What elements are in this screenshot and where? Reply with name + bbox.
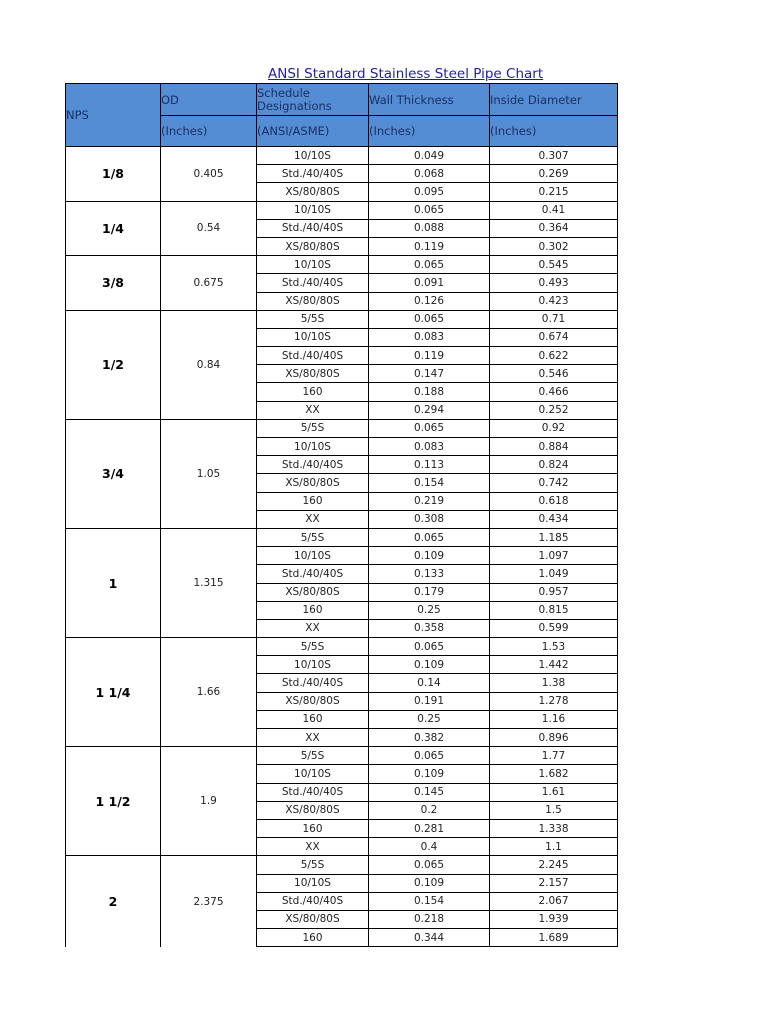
inside-diameter-cell: 0.815 (490, 601, 618, 619)
nps-cell: 1/4 (66, 201, 161, 256)
schedule-cell: 10/10S (257, 256, 369, 274)
wall-thickness-cell: 0.147 (369, 365, 490, 383)
schedule-cell: 5/5S (257, 310, 369, 328)
table-row (66, 310, 618, 328)
od-cell: 1.9 (161, 747, 257, 856)
inside-diameter-cell: 0.622 (490, 347, 618, 365)
inside-diameter-cell: 2.245 (490, 856, 618, 874)
table-row (66, 419, 618, 437)
nps-cell: 1/8 (66, 147, 161, 202)
schedule-cell: 5/5S (257, 638, 369, 656)
header-nps: NPS (66, 84, 161, 147)
nps-cell: 3/4 (66, 419, 161, 528)
schedule-cell: 10/10S (257, 656, 369, 674)
wall-thickness-cell: 0.308 (369, 510, 490, 528)
inside-diameter-cell: 0.71 (490, 310, 618, 328)
table-row (66, 747, 618, 765)
inside-diameter-cell: 0.742 (490, 474, 618, 492)
schedule-cell: Std./40/40S (257, 165, 369, 183)
table-row (66, 147, 618, 165)
wall-thickness-cell: 0.109 (369, 656, 490, 674)
inside-diameter-cell: 0.364 (490, 219, 618, 237)
inside-diameter-cell: 1.5 (490, 801, 618, 819)
inside-diameter-cell: 0.92 (490, 419, 618, 437)
wall-thickness-cell: 0.065 (369, 638, 490, 656)
wall-thickness-cell: 0.091 (369, 274, 490, 292)
schedule-cell: 160 (257, 819, 369, 837)
wall-thickness-cell: 0.294 (369, 401, 490, 419)
schedule-cell: 160 (257, 601, 369, 619)
inside-diameter-cell: 2.067 (490, 892, 618, 910)
header-inside-diameter: Inside Diameter (490, 84, 618, 116)
od-cell: 1.66 (161, 638, 257, 747)
wall-thickness-cell: 0.065 (369, 747, 490, 765)
schedule-cell: 5/5S (257, 856, 369, 874)
schedule-cell: 160 (257, 929, 369, 947)
od-cell: 1.315 (161, 528, 257, 637)
inside-diameter-cell: 2.157 (490, 874, 618, 892)
nps-cell: 1 (66, 528, 161, 637)
inside-diameter-cell: 0.466 (490, 383, 618, 401)
wall-thickness-cell: 0.25 (369, 710, 490, 728)
inside-diameter-cell: 0.546 (490, 365, 618, 383)
wall-thickness-cell: 0.14 (369, 674, 490, 692)
wall-thickness-cell: 0.145 (369, 783, 490, 801)
wall-thickness-cell: 0.358 (369, 619, 490, 637)
wall-thickness-cell: 0.113 (369, 456, 490, 474)
header-inside-unit: (Inches) (490, 116, 618, 147)
wall-thickness-cell: 0.154 (369, 474, 490, 492)
schedule-cell: 10/10S (257, 438, 369, 456)
od-cell: 1.05 (161, 419, 257, 528)
wall-thickness-cell: 0.065 (369, 856, 490, 874)
inside-diameter-cell: 1.097 (490, 547, 618, 565)
wall-thickness-cell: 0.065 (369, 419, 490, 437)
wall-thickness-cell: 0.382 (369, 729, 490, 747)
inside-diameter-cell: 0.434 (490, 510, 618, 528)
inside-diameter-cell: 0.884 (490, 438, 618, 456)
wall-thickness-cell: 0.109 (369, 547, 490, 565)
wall-thickness-cell: 0.095 (369, 183, 490, 201)
inside-diameter-cell: 0.618 (490, 492, 618, 510)
nps-cell: 2 (66, 856, 161, 947)
inside-diameter-cell: 1.1 (490, 838, 618, 856)
nps-cell: 1/2 (66, 310, 161, 419)
inside-diameter-cell: 0.423 (490, 292, 618, 310)
schedule-cell: XS/80/80S (257, 474, 369, 492)
schedule-cell: Std./40/40S (257, 674, 369, 692)
inside-diameter-cell: 1.61 (490, 783, 618, 801)
wall-thickness-cell: 0.065 (369, 256, 490, 274)
nps-cell: 1 1/2 (66, 747, 161, 856)
wall-thickness-cell: 0.25 (369, 601, 490, 619)
header-schedule: Schedule Designations (257, 84, 369, 116)
wall-thickness-cell: 0.065 (369, 201, 490, 219)
table-row (66, 201, 618, 219)
wall-thickness-cell: 0.109 (369, 874, 490, 892)
schedule-cell: XX (257, 401, 369, 419)
schedule-cell: XS/80/80S (257, 237, 369, 255)
table-row (66, 528, 618, 546)
inside-diameter-cell: 0.307 (490, 147, 618, 165)
inside-diameter-cell: 1.049 (490, 565, 618, 583)
schedule-cell: XS/80/80S (257, 365, 369, 383)
wall-thickness-cell: 0.126 (369, 292, 490, 310)
wall-thickness-cell: 0.179 (369, 583, 490, 601)
table-row (66, 256, 618, 274)
wall-thickness-cell: 0.088 (369, 219, 490, 237)
table-body (66, 147, 618, 947)
schedule-cell: XX (257, 729, 369, 747)
wall-thickness-cell: 0.154 (369, 892, 490, 910)
inside-diameter-cell: 1.38 (490, 674, 618, 692)
od-cell: 2.375 (161, 856, 257, 947)
inside-diameter-cell: 1.53 (490, 638, 618, 656)
wall-thickness-cell: 0.065 (369, 310, 490, 328)
wall-thickness-cell: 0.133 (369, 565, 490, 583)
schedule-cell: Std./40/40S (257, 347, 369, 365)
header-od: OD (161, 84, 257, 116)
inside-diameter-cell: 0.957 (490, 583, 618, 601)
wall-thickness-cell: 0.119 (369, 347, 490, 365)
wall-thickness-cell: 0.049 (369, 147, 490, 165)
inside-diameter-cell: 0.824 (490, 456, 618, 474)
inside-diameter-cell: 0.215 (490, 183, 618, 201)
schedule-cell: 10/10S (257, 765, 369, 783)
inside-diameter-cell: 0.252 (490, 401, 618, 419)
inside-diameter-cell: 1.682 (490, 765, 618, 783)
schedule-cell: Std./40/40S (257, 456, 369, 474)
wall-thickness-cell: 0.083 (369, 438, 490, 456)
wall-thickness-cell: 0.219 (369, 492, 490, 510)
schedule-cell: 160 (257, 710, 369, 728)
inside-diameter-cell: 1.16 (490, 710, 618, 728)
schedule-cell: 10/10S (257, 874, 369, 892)
schedule-cell: Std./40/40S (257, 274, 369, 292)
schedule-cell: 10/10S (257, 547, 369, 565)
nps-cell: 1 1/4 (66, 638, 161, 747)
wall-thickness-cell: 0.2 (369, 801, 490, 819)
od-cell: 0.675 (161, 256, 257, 311)
schedule-cell: 5/5S (257, 528, 369, 546)
wall-thickness-cell: 0.4 (369, 838, 490, 856)
inside-diameter-cell: 0.545 (490, 256, 618, 274)
schedule-cell: 5/5S (257, 747, 369, 765)
schedule-cell: 10/10S (257, 201, 369, 219)
schedule-cell: XS/80/80S (257, 183, 369, 201)
schedule-cell: 5/5S (257, 419, 369, 437)
wall-thickness-cell: 0.109 (369, 765, 490, 783)
inside-diameter-cell: 1.442 (490, 656, 618, 674)
chart-title[interactable]: ANSI Standard Stainless Steel Pipe Chart (268, 66, 544, 82)
inside-diameter-cell: 1.77 (490, 747, 618, 765)
inside-diameter-cell: 0.269 (490, 165, 618, 183)
schedule-cell: 160 (257, 383, 369, 401)
schedule-cell: XS/80/80S (257, 292, 369, 310)
schedule-cell: XS/80/80S (257, 801, 369, 819)
inside-diameter-cell: 0.302 (490, 237, 618, 255)
schedule-cell: XX (257, 838, 369, 856)
schedule-cell: 10/10S (257, 147, 369, 165)
schedule-cell: Std./40/40S (257, 219, 369, 237)
schedule-cell: XS/80/80S (257, 583, 369, 601)
schedule-cell: Std./40/40S (257, 783, 369, 801)
header-od-unit: (Inches) (161, 116, 257, 147)
wall-thickness-cell: 0.188 (369, 383, 490, 401)
schedule-cell: 160 (257, 492, 369, 510)
header-schedule-unit: (ANSI/ASME) (257, 116, 369, 147)
inside-diameter-cell: 1.689 (490, 929, 618, 947)
schedule-cell: XX (257, 510, 369, 528)
inside-diameter-cell: 0.599 (490, 619, 618, 637)
od-cell: 0.84 (161, 310, 257, 419)
inside-diameter-cell: 1.185 (490, 528, 618, 546)
od-cell: 0.405 (161, 147, 257, 202)
header-wall-unit: (Inches) (369, 116, 490, 147)
nps-cell: 3/8 (66, 256, 161, 311)
inside-diameter-cell: 1.278 (490, 692, 618, 710)
schedule-cell: 10/10S (257, 328, 369, 346)
header-row (66, 84, 618, 116)
pipe-chart-table (65, 83, 618, 947)
inside-diameter-cell: 1.939 (490, 910, 618, 928)
inside-diameter-cell: 1.338 (490, 819, 618, 837)
wall-thickness-cell: 0.119 (369, 237, 490, 255)
schedule-cell: Std./40/40S (257, 892, 369, 910)
inside-diameter-cell: 0.41 (490, 201, 618, 219)
schedule-cell: XS/80/80S (257, 910, 369, 928)
wall-thickness-cell: 0.218 (369, 910, 490, 928)
table-row (66, 856, 618, 874)
wall-thickness-cell: 0.281 (369, 819, 490, 837)
wall-thickness-cell: 0.344 (369, 929, 490, 947)
od-cell: 0.54 (161, 201, 257, 256)
wall-thickness-cell: 0.191 (369, 692, 490, 710)
wall-thickness-cell: 0.083 (369, 328, 490, 346)
inside-diameter-cell: 0.493 (490, 274, 618, 292)
table-row (66, 638, 618, 656)
inside-diameter-cell: 0.674 (490, 328, 618, 346)
inside-diameter-cell: 0.896 (490, 729, 618, 747)
schedule-cell: XS/80/80S (257, 692, 369, 710)
schedule-cell: XX (257, 619, 369, 637)
wall-thickness-cell: 0.065 (369, 528, 490, 546)
schedule-cell: Std./40/40S (257, 565, 369, 583)
wall-thickness-cell: 0.068 (369, 165, 490, 183)
header-wall-thickness: Wall Thickness (369, 84, 490, 116)
